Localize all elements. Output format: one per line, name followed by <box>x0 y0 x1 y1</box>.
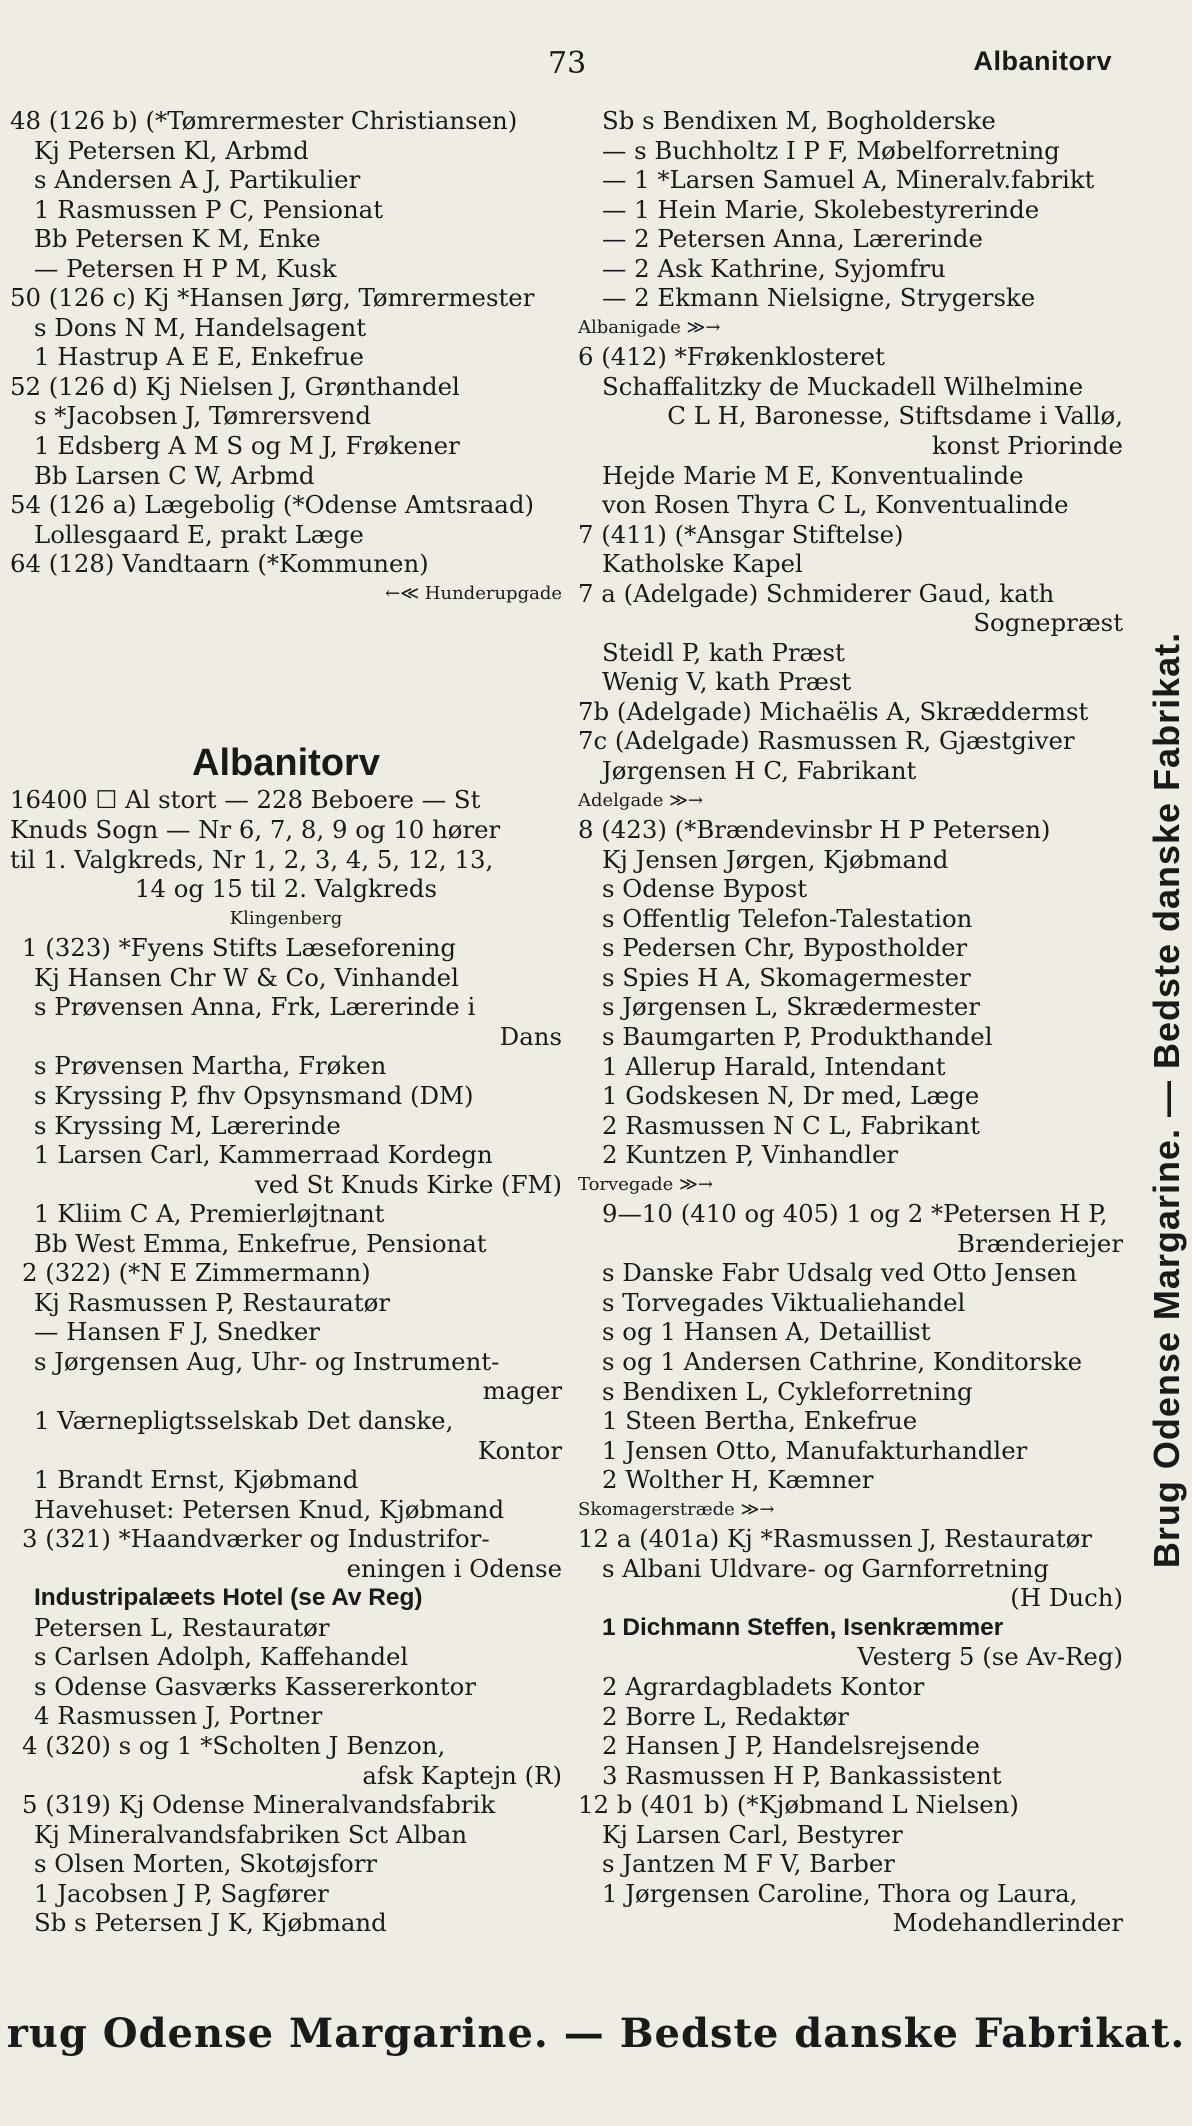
left-column-line: 54 (126 a) Lægebolig (*Odense Amtsraad) <box>10 490 534 520</box>
left-column-line: 1 Rasmussen P C, Pensionat <box>34 194 383 224</box>
left-column-line: ved St Knuds Kirke (FM) <box>255 1169 562 1199</box>
right-column-line: 3 Rasmussen H P, Bankassistent <box>602 1760 1002 1790</box>
left-column-line: Kontor <box>477 1435 562 1465</box>
right-column-line: 2 Kuntzen P, Vinhandler <box>602 1140 899 1170</box>
right-column-line: 1 Jensen Otto, Manufakturhandler <box>602 1435 1028 1465</box>
right-column-line: s Bendixen L, Cykleforretning <box>602 1376 973 1406</box>
right-column-line: 9—10 (410 og 405) 1 og 2 *Petersen H P, <box>602 1199 1108 1229</box>
left-column-line: s *Jacobsen J, Tømrersvend <box>34 401 372 431</box>
right-column-line: 2 Wolther H, Kæmner <box>602 1465 874 1495</box>
left-column-line: s Olsen Morten, Skotøjsforr <box>34 1849 378 1879</box>
left-column-line: 1 (323) *Fyens Stifts Læseforening <box>22 933 457 963</box>
right-column-line: konst Priorinde <box>931 431 1123 461</box>
left-column-line: Dans <box>499 1021 562 1051</box>
left-column-line: 1 Hastrup A E E, Enkefrue <box>34 342 364 372</box>
left-column-line <box>10 697 562 727</box>
right-column-line: Steidl P, kath Præst <box>602 637 845 667</box>
side-advert: Brug Odense Margarine. — Bedste danske Fabrikat. <box>1146 631 1187 1569</box>
right-column-line: Albanigade ≫→ <box>578 316 721 338</box>
right-column-line: 2 Hansen J P, Handelsrejsende <box>602 1731 980 1761</box>
left-column-line: Kj Rasmussen P, Restauratør <box>34 1287 390 1317</box>
left-column-line: 16400 ☐ Al stort — 228 Beboere — St <box>10 785 481 815</box>
left-column-line: s Dons N M, Handelsagent <box>34 312 367 342</box>
right-column-line: 6 (412) *Frøkenklosteret <box>578 342 885 372</box>
bottom-advert: rug Odense Margarine. — Bedste danske Fabrikat. <box>6 2010 1186 2057</box>
left-column <box>10 106 562 1938</box>
right-column-line: s og 1 Andersen Cathrine, Konditorske <box>602 1346 1083 1376</box>
left-column-line: 52 (126 d) Kj Nielsen J, Grønthandel <box>10 371 460 401</box>
left-column-line: Petersen L, Restauratør <box>34 1612 330 1642</box>
left-column-line: 5 (319) Kj Odense Mineralvandsfabrik <box>22 1790 496 1820</box>
left-column-line: 48 (126 b) (*Tømrermester Christiansen) <box>10 106 518 135</box>
left-column-line: 1 Jacobsen J P, Sagfører <box>34 1878 329 1908</box>
left-column-line: s Carlsen Adolph, Kaffehandel <box>34 1642 409 1672</box>
right-column-line: Torvegade ≫→ <box>578 1173 713 1195</box>
right-column-line: Vesterg 5 (se Av-Reg) <box>857 1642 1123 1672</box>
right-column-line: 1 Dichmann Steffen, Isenkræmmer <box>602 1613 1004 1641</box>
right-column-line: s Jantzen M F V, Barber <box>602 1849 895 1879</box>
left-column-line <box>10 608 562 638</box>
right-column-line: 12 b (401 b) (*Kjøbmand L Nielsen) <box>578 1790 1019 1820</box>
right-column-line: 7c (Adelgade) Rasmussen R, Gjæstgiver <box>578 726 1075 756</box>
right-column-line: s Baumgarten P, Produkthandel <box>602 1021 993 1051</box>
right-column-line: Kj Larsen Carl, Bestyrer <box>602 1819 903 1849</box>
right-column-line: Jørgensen H C, Fabrikant <box>602 756 917 786</box>
left-column-line: 64 (128) Vandtaarn (*Kommunen) <box>10 549 429 579</box>
left-column-line: Sb s Petersen J K, Kjøbmand <box>34 1908 387 1938</box>
right-column-line: C L H, Baronesse, Stiftsdame i Vallø, <box>667 401 1123 431</box>
left-column-line: Lollesgaard E, prakt Læge <box>34 519 364 549</box>
right-column-line: 12 a (401a) Kj *Rasmussen J, Restauratør <box>578 1524 1093 1554</box>
right-column-line: 7b (Adelgade) Michaëlis A, Skræddermst <box>578 696 1089 726</box>
left-column-line: 1 Edsberg A M S og M J, Frøkener <box>34 431 460 461</box>
right-column-line: s Pedersen Chr, Bypostholder <box>602 933 968 963</box>
right-column-line: 1 Allerup Harald, Intendant <box>602 1051 946 1081</box>
left-column-line: 1 Værnepligtsselskab Det danske, <box>34 1405 454 1435</box>
left-column-line: 14 og 15 til 2. Valgkreds <box>134 874 438 904</box>
left-column-line: s Kryssing M, Lærerinde <box>34 1110 341 1140</box>
left-column-line <box>10 638 562 668</box>
right-column-line: s Odense Bypost <box>602 874 808 904</box>
left-column-line: 3 (321) *Haandværker og Industrifor- <box>22 1524 490 1554</box>
right-column-line: — 2 Ekmann Nielsigne, Strygerske <box>602 283 1036 313</box>
left-column-line: 4 Rasmussen J, Portner <box>34 1701 323 1731</box>
left-column-line: s Odense Gasværks Kassererkontor <box>34 1671 476 1701</box>
left-column-line: s Prøvensen Martha, Frøken <box>34 1051 387 1081</box>
left-column-line: — Petersen H P M, Kusk <box>34 253 337 283</box>
left-column-line: eningen i Odense <box>346 1553 562 1583</box>
right-column-line: von Rosen Thyra C L, Konventualinde <box>602 490 1069 520</box>
left-column-line: 1 Brandt Ernst, Kjøbmand <box>34 1465 359 1495</box>
left-column-line: Knuds Sogn — Nr 6, 7, 8, 9 og 10 hører <box>10 815 501 845</box>
right-column-line: s Danske Fabr Udsalg ved Otto Jensen <box>602 1258 1077 1288</box>
right-column-line: 1 Godskesen N, Dr med, Læge <box>602 1081 980 1111</box>
right-column-line: Skomagerstræde ≫→ <box>578 1498 775 1520</box>
left-column-line: Bb Larsen C W, Arbmd <box>34 460 315 490</box>
left-column-line: s Jørgensen Aug, Uhr- og Instrument- <box>34 1346 500 1376</box>
right-column-line: 2 Borre L, Redaktør <box>602 1701 849 1731</box>
page-header: Albanitorv <box>973 46 1112 76</box>
left-column-line: s Andersen A J, Partikulier <box>34 165 361 195</box>
right-column-line: s Jørgensen L, Skrædermester <box>602 992 981 1022</box>
right-column-line: — 2 Petersen Anna, Lærerinde <box>602 224 983 254</box>
left-column-line: Kj Mineralvandsfabriken Sct Alban <box>34 1819 468 1849</box>
left-column-line: Kj Petersen Kl, Arbmd <box>34 135 309 165</box>
right-column-line: s Albani Uldvare- og Garnforretning <box>602 1553 1050 1583</box>
left-column-line: Bb West Emma, Enkefrue, Pensionat <box>34 1228 487 1258</box>
right-column-line: Wenig V, kath Præst <box>602 667 852 697</box>
right-column-line: 1 Jørgensen Caroline, Thora og Laura, <box>602 1878 1078 1908</box>
left-column-line: — Hansen F J, Snedker <box>34 1317 320 1347</box>
right-column-line: s og 1 Hansen A, Detaillist <box>602 1317 931 1347</box>
right-column <box>578 106 1123 1938</box>
right-column-line: — 1 *Larsen Samuel A, Mineralv.fabrikt <box>602 165 1095 195</box>
right-column-line: s Torvegades Viktualiehandel <box>602 1287 966 1317</box>
left-column-line: Havehuset: Petersen Knud, Kjøbmand <box>34 1494 505 1524</box>
right-column-line: Kj Jensen Jørgen, Kjøbmand <box>602 844 949 874</box>
right-column-line: — 1 Hein Marie, Skolebestyrerinde <box>602 194 1040 224</box>
right-column-line: 1 Steen Bertha, Enkefrue <box>602 1406 918 1436</box>
right-column-line: Schaffalitzky de Muckadell Wilhelmine <box>602 371 1084 401</box>
right-column-line: (H Duch) <box>1010 1583 1123 1613</box>
left-column-line: 2 (322) (*N E Zimmermann) <box>22 1258 371 1288</box>
right-column-line: Hejde Marie M E, Konventualinde <box>602 460 1024 490</box>
left-column-line: 1 Larsen Carl, Kammerraad Kordegn <box>34 1140 493 1170</box>
left-column-line: afsk Kaptejn (R) <box>362 1760 562 1790</box>
left-column-line: s Prøvensen Anna, Frk, Lærerinde i <box>34 992 476 1022</box>
left-column-line: mager <box>482 1376 562 1406</box>
left-column-line: Industripalæets Hotel (se Av Reg) <box>34 1584 423 1612</box>
right-column-line: 2 Rasmussen N C L, Fabrikant <box>602 1110 980 1140</box>
right-column-line: s Offentlig Telefon-Talestation <box>602 903 973 933</box>
right-column-line: — 2 Ask Kathrine, Syjomfru <box>602 253 946 283</box>
left-column-line: 1 Kliim C A, Premierløjtnant <box>34 1199 385 1229</box>
left-column-line: 4 (320) s og 1 *Scholten J Benzon, <box>22 1730 446 1760</box>
right-column-line: 2 Agrardagbladets Kontor <box>602 1671 925 1701</box>
left-column-line: Klingenberg <box>229 907 343 929</box>
right-column-line: Adelgade ≫→ <box>578 789 704 811</box>
right-column-line: 8 (423) (*Brændevinsbr H P Petersen) <box>578 815 1051 845</box>
left-column-line: ←≪ Hunderupgade <box>385 582 562 604</box>
right-column-line: Sognepræst <box>973 608 1123 638</box>
right-column-line: 7 a (Adelgade) Schmiderer Gaud, kath <box>578 578 1055 608</box>
left-column-line: til 1. Valgkreds, Nr 1, 2, 3, 4, 5, 12, 13, <box>10 844 494 874</box>
left-column-line: 50 (126 c) Kj *Hansen Jørg, Tømrermester <box>10 283 535 313</box>
right-column-line: 7 (411) (*Ansgar Stiftelse) <box>578 519 904 549</box>
right-column-line: Brænderiejer <box>957 1228 1123 1258</box>
page-number: 73 <box>548 46 587 81</box>
left-column-line <box>10 667 562 697</box>
left-column-line: Albanitorv <box>192 742 380 785</box>
right-column-line: — s Buchholtz I P F, Møbelforretning <box>602 135 1060 165</box>
right-column-line: Sb s Bendixen M, Bogholderske <box>602 106 996 135</box>
left-column-line: Bb Petersen K M, Enke <box>34 224 321 254</box>
right-column-line: Katholske Kapel <box>602 549 803 579</box>
left-column-line: s Kryssing P, fhv Opsynsmand (DM) <box>34 1080 474 1110</box>
left-column-line: Kj Hansen Chr W & Co, Vinhandel <box>34 962 459 992</box>
right-column-line: s Spies H A, Skomagermester <box>602 962 971 992</box>
right-column-line: Modehandlerinder <box>892 1908 1123 1938</box>
